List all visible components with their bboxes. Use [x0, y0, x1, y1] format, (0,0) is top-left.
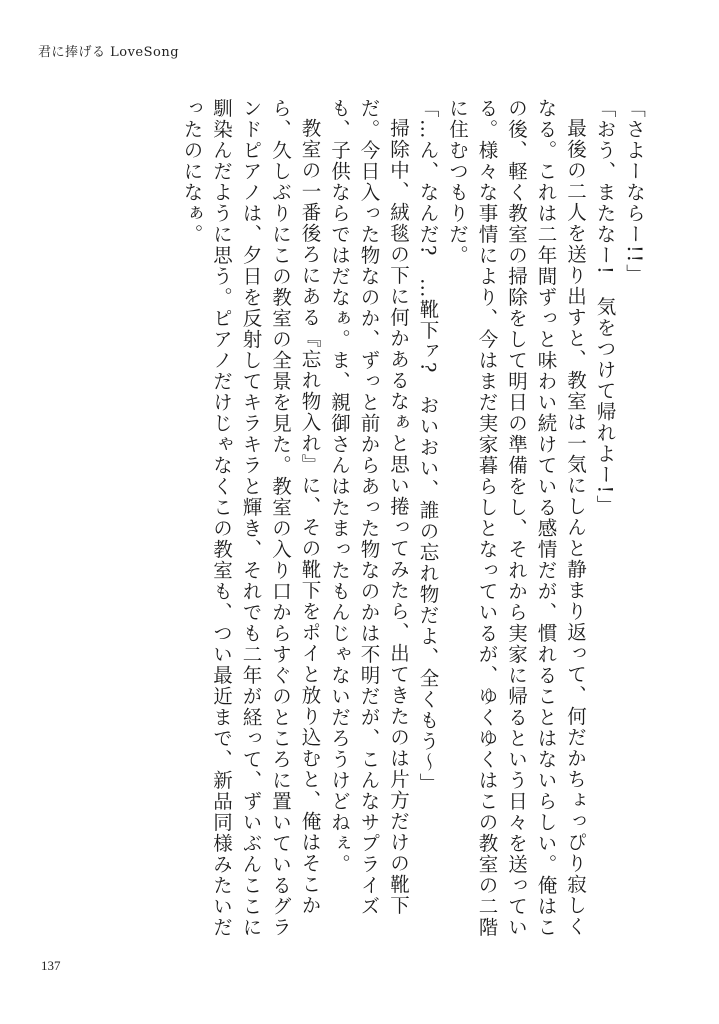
page-number: 137: [41, 958, 61, 973]
dialogue-line: 「…ん、なんだ? …靴下ァ? おいおい、誰の忘れ物だよ、全くもう〜」: [416, 98, 440, 794]
body-text: [177, 98, 649, 940]
dialogue-line: 「さよーならー!!」: [623, 98, 646, 285]
running-head: 君に捧げる LoveSong: [38, 45, 180, 60]
dialogue-line: 「おう、またなー! 気をつけて帰れよー!」: [593, 98, 617, 516]
narrative-paragraph: 掃除中、絨毯の下に何かあるなぁと思い捲ってみたら、出てきたのは片方だけの靴下だ。今日入った物なのか、ずっと前からあった物なのかは不明だが、こんなサプライズも、子供ならではだなぁ。ま、親御さんはたまったもんじゃないだろうけどねぇ。: [328, 98, 410, 917]
narrative-paragraph: 教室の一番後ろにある『忘れ物入れ』に、その靴下をポイと放り込むと、俺はそこから、久しぶりにこの教室の全景を見た。教室の入り口からすぐのところに置いているグランドピアノは、夕日を反射してキラキラと輝き、それでも二年が経って、ずいぶんここに馴染んだように思う。ピアノだけじゃなくこの教室も、つい最近まで、新品同様みたいだったのになぁ。: [180, 98, 322, 938]
narrative-paragraph: 最後の二人を送り出すと、教室は一気にしんと静まり返って、何だかちょっぴり寂しくなる。これは二年間ずっと味わい続けている感情だが、慣れることはないらしい。俺はこの後、軽く教室の掃除をして明日の準備をし、それから実家に帰るという日々を送っている。様々な事情により、今はまだ実家暮らしとなっているが、ゆくゆくはこの教室の二階に住むつもりだ。: [446, 98, 587, 938]
